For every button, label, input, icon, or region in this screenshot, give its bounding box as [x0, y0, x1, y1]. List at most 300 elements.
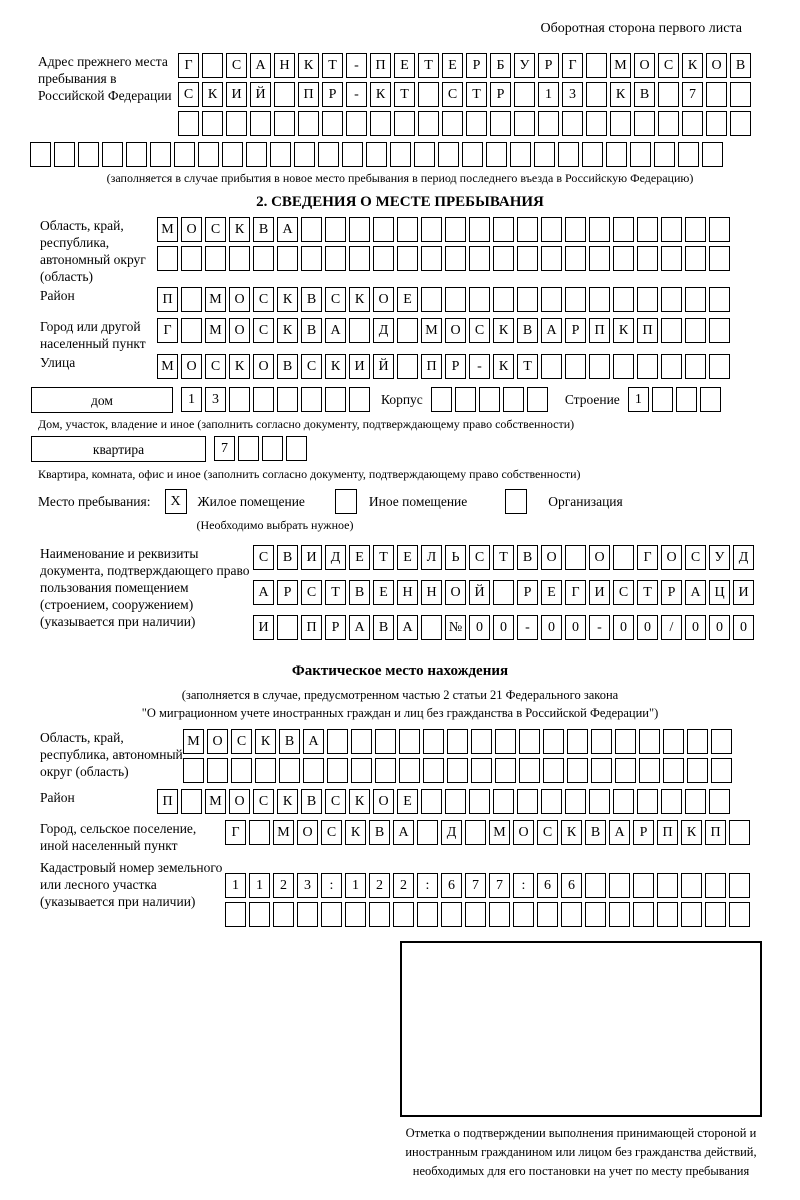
char-cell[interactable] [486, 142, 507, 167]
char-cell[interactable] [685, 789, 706, 814]
char-cell[interactable] [709, 287, 730, 312]
street-row[interactable] [157, 354, 733, 379]
char-cell[interactable] [495, 729, 516, 754]
char-cell[interactable] [657, 902, 678, 927]
char-cell[interactable]: Й [469, 580, 490, 605]
char-cell[interactable]: С [325, 789, 346, 814]
char-cell[interactable] [586, 53, 607, 78]
char-cell[interactable]: М [205, 287, 226, 312]
char-cell[interactable]: С [537, 820, 558, 845]
char-cell[interactable]: О [229, 318, 250, 343]
char-cell[interactable]: 2 [369, 873, 390, 898]
char-cell[interactable]: 0 [541, 615, 562, 640]
char-cell[interactable] [246, 142, 267, 167]
char-cell[interactable] [676, 387, 697, 412]
char-cell[interactable] [301, 246, 322, 271]
char-cell[interactable]: 1 [345, 873, 366, 898]
char-cell[interactable]: К [325, 354, 346, 379]
char-cell[interactable] [685, 287, 706, 312]
char-cell[interactable] [705, 902, 726, 927]
char-cell[interactable] [438, 142, 459, 167]
char-cell[interactable]: О [207, 729, 228, 754]
char-cell[interactable]: П [370, 53, 391, 78]
doc-row-3[interactable] [253, 615, 757, 640]
char-cell[interactable] [538, 111, 559, 136]
char-cell[interactable]: Ь [445, 545, 466, 570]
char-cell[interactable]: Т [637, 580, 658, 605]
cadastre-row-2[interactable] [225, 902, 753, 927]
char-cell[interactable] [325, 387, 346, 412]
char-cell[interactable] [421, 615, 442, 640]
char-cell[interactable] [181, 789, 202, 814]
char-cell[interactable]: М [205, 789, 226, 814]
prev-address-row-2[interactable] [178, 82, 754, 107]
char-cell[interactable] [589, 789, 610, 814]
char-cell[interactable] [157, 246, 178, 271]
char-cell[interactable] [471, 729, 492, 754]
char-cell[interactable]: : [513, 873, 534, 898]
char-cell[interactable] [514, 111, 535, 136]
char-cell[interactable] [567, 758, 588, 783]
oblast-row-2[interactable] [157, 246, 733, 271]
char-cell[interactable] [541, 354, 562, 379]
char-cell[interactable] [709, 789, 730, 814]
char-cell[interactable] [589, 354, 610, 379]
char-cell[interactable] [609, 902, 630, 927]
char-cell[interactable] [493, 789, 514, 814]
char-cell[interactable] [661, 318, 682, 343]
char-cell[interactable]: Н [274, 53, 295, 78]
char-cell[interactable]: Г [178, 53, 199, 78]
char-cell[interactable]: П [637, 318, 658, 343]
char-cell[interactable] [517, 217, 538, 242]
char-cell[interactable]: Е [541, 580, 562, 605]
char-cell[interactable] [517, 287, 538, 312]
char-cell[interactable]: К [610, 82, 631, 107]
char-cell[interactable]: К [349, 789, 370, 814]
char-cell[interactable] [277, 387, 298, 412]
oblast-row-1[interactable] [157, 217, 733, 242]
char-cell[interactable]: 2 [273, 873, 294, 898]
char-cell[interactable]: К [298, 53, 319, 78]
char-cell[interactable] [514, 82, 535, 107]
char-cell[interactable] [469, 287, 490, 312]
char-cell[interactable]: 1 [538, 82, 559, 107]
char-cell[interactable] [527, 387, 548, 412]
char-cell[interactable] [229, 246, 250, 271]
char-cell[interactable]: 1 [249, 873, 270, 898]
char-cell[interactable] [397, 318, 418, 343]
char-cell[interactable]: В [730, 53, 751, 78]
char-cell[interactable]: А [397, 615, 418, 640]
char-cell[interactable]: М [157, 217, 178, 242]
char-cell[interactable] [342, 142, 363, 167]
char-cell[interactable] [421, 789, 442, 814]
char-cell[interactable] [207, 758, 228, 783]
char-cell[interactable] [687, 758, 708, 783]
char-cell[interactable]: А [393, 820, 414, 845]
char-cell[interactable] [661, 287, 682, 312]
char-cell[interactable] [637, 246, 658, 271]
char-cell[interactable]: Г [562, 53, 583, 78]
char-cell[interactable] [277, 246, 298, 271]
char-cell[interactable]: 0 [685, 615, 706, 640]
char-cell[interactable]: О [541, 545, 562, 570]
char-cell[interactable]: У [514, 53, 535, 78]
char-cell[interactable] [469, 217, 490, 242]
char-cell[interactable]: Е [397, 789, 418, 814]
prev-address-row-3[interactable] [178, 111, 754, 136]
char-cell[interactable] [613, 545, 634, 570]
char-cell[interactable]: С [253, 318, 274, 343]
doc-row-2[interactable] [253, 580, 757, 605]
cadastre-row-1[interactable] [225, 873, 753, 898]
char-cell[interactable]: Б [490, 53, 511, 78]
char-cell[interactable] [469, 789, 490, 814]
char-cell[interactable] [318, 142, 339, 167]
char-cell[interactable]: О [445, 580, 466, 605]
char-cell[interactable] [462, 142, 483, 167]
char-cell[interactable]: - [589, 615, 610, 640]
char-cell[interactable] [561, 902, 582, 927]
char-cell[interactable] [685, 318, 706, 343]
char-cell[interactable] [441, 902, 462, 927]
char-cell[interactable]: О [297, 820, 318, 845]
char-cell[interactable] [678, 142, 699, 167]
char-cell[interactable] [543, 758, 564, 783]
char-cell[interactable]: В [517, 545, 538, 570]
char-cell[interactable]: И [589, 580, 610, 605]
dom-number-cells[interactable] [181, 387, 373, 412]
char-cell[interactable]: Й [250, 82, 271, 107]
char-cell[interactable] [375, 729, 396, 754]
char-cell[interactable] [421, 217, 442, 242]
char-cell[interactable] [249, 902, 270, 927]
char-cell[interactable]: Й [373, 354, 394, 379]
char-cell[interactable]: К [613, 318, 634, 343]
char-cell[interactable]: С [253, 789, 274, 814]
char-cell[interactable] [606, 142, 627, 167]
char-cell[interactable]: П [298, 82, 319, 107]
char-cell[interactable]: П [301, 615, 322, 640]
char-cell[interactable] [615, 729, 636, 754]
char-cell[interactable] [493, 287, 514, 312]
char-cell[interactable]: О [661, 545, 682, 570]
char-cell[interactable] [730, 111, 751, 136]
char-cell[interactable] [298, 111, 319, 136]
char-cell[interactable]: О [181, 217, 202, 242]
char-cell[interactable] [661, 217, 682, 242]
char-cell[interactable]: А [250, 53, 271, 78]
char-cell[interactable]: 1 [225, 873, 246, 898]
char-cell[interactable]: К [681, 820, 702, 845]
char-cell[interactable] [537, 902, 558, 927]
char-cell[interactable]: К [255, 729, 276, 754]
char-cell[interactable] [394, 111, 415, 136]
city-row[interactable] [157, 318, 733, 343]
char-cell[interactable] [226, 111, 247, 136]
char-cell[interactable]: К [277, 318, 298, 343]
char-cell[interactable]: А [685, 580, 706, 605]
char-cell[interactable] [630, 142, 651, 167]
char-cell[interactable]: Г [637, 545, 658, 570]
char-cell[interactable] [709, 246, 730, 271]
char-cell[interactable]: К [349, 287, 370, 312]
char-cell[interactable] [637, 217, 658, 242]
char-cell[interactable] [202, 53, 223, 78]
char-cell[interactable] [465, 820, 486, 845]
char-cell[interactable] [685, 217, 706, 242]
char-cell[interactable]: Т [322, 53, 343, 78]
char-cell[interactable] [273, 902, 294, 927]
char-cell[interactable] [706, 82, 727, 107]
char-cell[interactable] [685, 354, 706, 379]
char-cell[interactable]: О [373, 789, 394, 814]
char-cell[interactable] [658, 111, 679, 136]
char-cell[interactable] [565, 545, 586, 570]
char-cell[interactable] [517, 789, 538, 814]
char-cell[interactable]: Л [421, 545, 442, 570]
char-cell[interactable] [369, 902, 390, 927]
char-cell[interactable]: 3 [562, 82, 583, 107]
char-cell[interactable]: Д [733, 545, 754, 570]
char-cell[interactable]: 7 [214, 436, 235, 461]
char-cell[interactable] [225, 902, 246, 927]
char-cell[interactable]: М [610, 53, 631, 78]
doc-row-1[interactable] [253, 545, 757, 570]
char-cell[interactable]: 7 [465, 873, 486, 898]
char-cell[interactable] [390, 142, 411, 167]
char-cell[interactable]: С [253, 287, 274, 312]
char-cell[interactable] [661, 246, 682, 271]
char-cell[interactable]: В [634, 82, 655, 107]
char-cell[interactable] [321, 902, 342, 927]
char-cell[interactable]: 0 [493, 615, 514, 640]
char-cell[interactable]: К [493, 318, 514, 343]
char-cell[interactable] [585, 873, 606, 898]
char-cell[interactable]: : [417, 873, 438, 898]
char-cell[interactable] [582, 142, 603, 167]
char-cell[interactable] [534, 142, 555, 167]
char-cell[interactable]: 7 [682, 82, 703, 107]
char-cell[interactable] [294, 142, 315, 167]
char-cell[interactable] [373, 246, 394, 271]
char-cell[interactable] [711, 729, 732, 754]
char-cell[interactable]: С [469, 545, 490, 570]
char-cell[interactable] [513, 902, 534, 927]
char-cell[interactable] [418, 82, 439, 107]
char-cell[interactable] [639, 758, 660, 783]
char-cell[interactable]: П [657, 820, 678, 845]
char-cell[interactable]: А [303, 729, 324, 754]
char-cell[interactable] [414, 142, 435, 167]
char-cell[interactable] [585, 902, 606, 927]
char-cell[interactable]: К [345, 820, 366, 845]
char-cell[interactable]: И [349, 354, 370, 379]
char-cell[interactable]: Т [394, 82, 415, 107]
char-cell[interactable]: С [613, 580, 634, 605]
char-cell[interactable] [729, 873, 750, 898]
char-cell[interactable] [447, 758, 468, 783]
char-cell[interactable]: С [442, 82, 463, 107]
char-cell[interactable]: В [279, 729, 300, 754]
char-cell[interactable]: Р [325, 615, 346, 640]
char-cell[interactable]: Е [397, 287, 418, 312]
char-cell[interactable]: У [709, 545, 730, 570]
fact-oblast-row-1[interactable] [183, 729, 735, 754]
char-cell[interactable] [493, 580, 514, 605]
char-cell[interactable] [654, 142, 675, 167]
char-cell[interactable]: Р [517, 580, 538, 605]
char-cell[interactable]: О [229, 789, 250, 814]
char-cell[interactable]: 0 [565, 615, 586, 640]
char-cell[interactable] [397, 246, 418, 271]
char-cell[interactable] [250, 111, 271, 136]
char-cell[interactable] [589, 246, 610, 271]
char-cell[interactable] [658, 82, 679, 107]
char-cell[interactable] [222, 142, 243, 167]
char-cell[interactable]: В [373, 615, 394, 640]
char-cell[interactable] [202, 111, 223, 136]
char-cell[interactable] [471, 758, 492, 783]
checkbox-organizaciya[interactable] [505, 489, 527, 514]
char-cell[interactable]: В [253, 217, 274, 242]
char-cell[interactable] [543, 729, 564, 754]
checkbox-zhiloe[interactable]: X [165, 489, 187, 514]
char-cell[interactable] [417, 820, 438, 845]
char-cell[interactable] [279, 758, 300, 783]
char-cell[interactable] [126, 142, 147, 167]
char-cell[interactable] [397, 354, 418, 379]
char-cell[interactable] [493, 246, 514, 271]
char-cell[interactable] [565, 246, 586, 271]
char-cell[interactable]: С [231, 729, 252, 754]
char-cell[interactable]: Д [373, 318, 394, 343]
char-cell[interactable] [351, 729, 372, 754]
char-cell[interactable] [370, 111, 391, 136]
char-cell[interactable] [613, 354, 634, 379]
char-cell[interactable]: В [517, 318, 538, 343]
char-cell[interactable] [274, 111, 295, 136]
char-cell[interactable]: К [229, 217, 250, 242]
char-cell[interactable] [455, 387, 476, 412]
char-cell[interactable]: С [469, 318, 490, 343]
stroenie-cells[interactable] [628, 387, 724, 412]
char-cell[interactable] [181, 246, 202, 271]
char-cell[interactable]: Р [466, 53, 487, 78]
char-cell[interactable] [685, 246, 706, 271]
char-cell[interactable]: К [202, 82, 223, 107]
char-cell[interactable] [349, 387, 370, 412]
char-cell[interactable] [637, 354, 658, 379]
char-cell[interactable] [706, 111, 727, 136]
char-cell[interactable]: А [277, 217, 298, 242]
char-cell[interactable]: В [301, 287, 322, 312]
char-cell[interactable]: № [445, 615, 466, 640]
char-cell[interactable] [238, 436, 259, 461]
char-cell[interactable]: А [541, 318, 562, 343]
char-cell[interactable] [591, 758, 612, 783]
char-cell[interactable] [366, 142, 387, 167]
char-cell[interactable] [633, 873, 654, 898]
char-cell[interactable] [301, 217, 322, 242]
raion-row[interactable] [157, 287, 733, 312]
char-cell[interactable] [591, 729, 612, 754]
char-cell[interactable] [681, 873, 702, 898]
char-cell[interactable]: В [349, 580, 370, 605]
char-cell[interactable] [567, 729, 588, 754]
char-cell[interactable] [181, 318, 202, 343]
char-cell[interactable]: Г [157, 318, 178, 343]
char-cell[interactable] [729, 820, 750, 845]
char-cell[interactable] [229, 387, 250, 412]
char-cell[interactable]: А [609, 820, 630, 845]
char-cell[interactable]: 0 [469, 615, 490, 640]
char-cell[interactable]: К [561, 820, 582, 845]
char-cell[interactable]: Т [493, 545, 514, 570]
fact-city-row[interactable] [225, 820, 753, 845]
char-cell[interactable]: А [349, 615, 370, 640]
char-cell[interactable]: Т [517, 354, 538, 379]
char-cell[interactable]: К [229, 354, 250, 379]
char-cell[interactable]: К [277, 789, 298, 814]
char-cell[interactable]: Т [373, 545, 394, 570]
char-cell[interactable] [565, 354, 586, 379]
char-cell[interactable]: О [589, 545, 610, 570]
char-cell[interactable] [393, 902, 414, 927]
char-cell[interactable]: В [277, 354, 298, 379]
char-cell[interactable] [634, 111, 655, 136]
char-cell[interactable] [730, 82, 751, 107]
char-cell[interactable] [445, 789, 466, 814]
char-cell[interactable] [709, 354, 730, 379]
char-cell[interactable] [489, 902, 510, 927]
char-cell[interactable] [277, 615, 298, 640]
char-cell[interactable] [705, 873, 726, 898]
char-cell[interactable]: П [421, 354, 442, 379]
char-cell[interactable]: О [445, 318, 466, 343]
char-cell[interactable]: С [658, 53, 679, 78]
char-cell[interactable] [519, 729, 540, 754]
char-cell[interactable] [399, 758, 420, 783]
char-cell[interactable] [325, 246, 346, 271]
char-cell[interactable]: И [301, 545, 322, 570]
char-cell[interactable] [274, 82, 295, 107]
char-cell[interactable]: К [370, 82, 391, 107]
char-cell[interactable]: / [661, 615, 682, 640]
char-cell[interactable] [541, 287, 562, 312]
char-cell[interactable] [373, 217, 394, 242]
char-cell[interactable] [30, 142, 51, 167]
char-cell[interactable] [681, 902, 702, 927]
char-cell[interactable] [397, 217, 418, 242]
char-cell[interactable] [466, 111, 487, 136]
char-cell[interactable]: М [157, 354, 178, 379]
char-cell[interactable] [565, 789, 586, 814]
char-cell[interactable]: 6 [561, 873, 582, 898]
char-cell[interactable]: Е [442, 53, 463, 78]
char-cell[interactable] [181, 287, 202, 312]
char-cell[interactable] [613, 217, 634, 242]
char-cell[interactable] [327, 729, 348, 754]
char-cell[interactable]: Р [633, 820, 654, 845]
char-cell[interactable] [465, 902, 486, 927]
char-cell[interactable]: А [325, 318, 346, 343]
char-cell[interactable] [346, 111, 367, 136]
char-cell[interactable] [249, 820, 270, 845]
char-cell[interactable] [711, 758, 732, 783]
char-cell[interactable]: Е [397, 545, 418, 570]
